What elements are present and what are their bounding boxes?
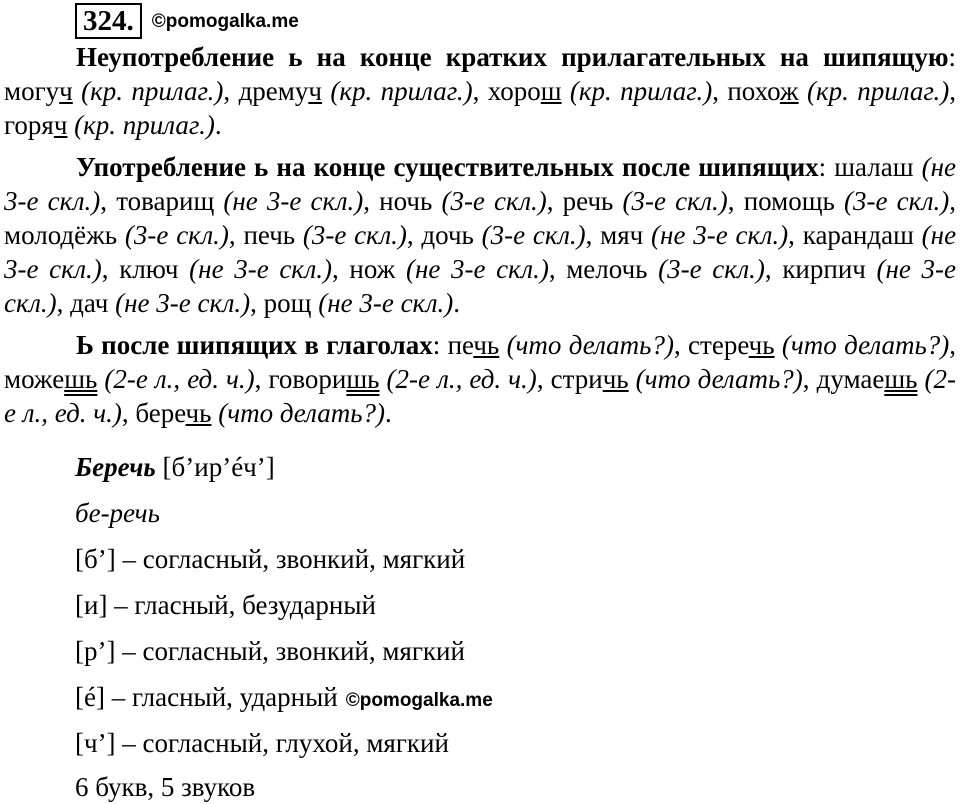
noun-note: (3-е скл.) [613,186,728,216]
note: (2-е л., ед. ч.) [379,364,537,394]
noun-word: молодёжь [4,220,118,250]
separator: , [585,220,601,250]
word: можешь [4,364,98,394]
paragraph-nouns: Употребление ь на конце существительных после шипящих: шалаш (не 3-е скл.), товарищ (не 3-е скл.), ночь (3-е скл.), речь (3-е скл.), помощь (3-е скл.), молодёжь (3-е скл.), печь (3-е скл.), дочь (3-е скл.), мяч (не 3-е скл.), карандаш (не 3-е скл.), ключ (не 3-е скл.), нож (не 3-е скл.), мелочь (3-е скл.), кирпич (не 3-е скл.), дач (не 3-е скл.), рощ (не 3-е скл.). [4,152,957,318]
exercise-header [75,3,299,39]
word: печь [447,330,500,360]
noun-note: (3-е скл.) [834,186,950,216]
noun-note: (не 3-е скл.) [4,220,957,284]
noun-word: рощ [263,288,312,318]
sound-line-2: [и] – гласный, безударный [75,590,376,620]
note: (2-е л., ед. ч.) [4,364,956,428]
separator: , [100,186,117,216]
summary: 6 букв, 5 звуков [75,772,256,802]
paragraph-verbs: Ь после шипящих в глаголах: печь (что делать?), стеречь (что делать?), можешь (2-е л., ед. ч.), говоришь (2-е л., ед. ч.), стричь (что делать?), думаешь (2-е л., ед. ч.), беречь (что делать?). [4,330,957,428]
word: думаешь [816,364,918,394]
p1-title: Неупотребление ь на конце кратких прилагательных на шипящую [76,42,949,72]
noun-word: печь [243,220,296,250]
analysis-word-line [75,450,275,484]
noun-word: ключ [119,254,179,284]
analysis-word: Беречь [75,452,156,482]
note: (что делать?) [499,330,674,360]
noun-word: дочь [421,220,474,250]
noun-word: ночь [379,186,433,216]
note: (что делать?) [628,364,803,394]
sound-line-1: [б’] – согласный, звонкий, мягкий [75,544,466,574]
separator: , [546,186,563,216]
exercise-number: 324. [75,3,142,39]
noun-word: шалаш [834,152,914,182]
p3-title: Ь после шипящих в глаголах [76,330,433,360]
separator: , [406,220,422,250]
separator: , [363,186,380,216]
word: говоришь [268,364,380,394]
paragraph-adjectives: Неупотребление ь на конце кратких прилагательных на шипящую: могуч (кр. прилаг.), дремуч (кр. прилаг.), хорош (кр. прилаг.), похож (кр. прилаг.), горяч (кр. прилаг.). [4,42,956,140]
noun-word: товарищ [116,186,215,216]
separator: , [101,254,120,284]
noun-note: (не 3-е скл.) [311,288,454,318]
separator: , [788,220,803,250]
word: беречь [135,398,212,428]
sound-line-5: [ч’] – согласный, глухой, мягкий [75,728,449,758]
noun-note: (не 3-е скл.) [4,152,956,216]
note: (кр. прилаг.) [321,76,473,106]
note: (2-е л., ед. ч.) [97,364,255,394]
noun-word: нож [349,254,396,284]
noun-note: (не 3-е скл.) [643,220,789,250]
note: (кр. прилаг.) [67,110,215,140]
noun-note: (3-е скл.) [473,220,586,250]
note: (что делать?) [211,398,386,428]
noun-word: дач [70,288,109,318]
noun-word: мелочь [566,254,648,284]
noun-note: (не 3-е скл.) [214,186,364,216]
noun-word: речь [562,186,614,216]
separator: , [727,186,744,216]
noun-note: (не 3-е скл.) [395,254,549,284]
word: дремуч [238,76,322,106]
noun-word: кирпич [782,254,866,284]
word: могуч [4,76,73,106]
noun-note: (3-е скл.) [432,186,547,216]
word: хорош [487,76,562,106]
syllables: бе-речь [75,498,160,528]
noun-note: (3-е скл.) [647,254,765,284]
noun-word: карандаш [802,220,914,250]
noun-word: помощь [743,186,835,216]
word: похож [727,76,799,106]
separator: , [949,186,957,216]
noun-note: (3-е скл.) [117,220,229,250]
watermark-mid: ©pomogalka.me [345,690,493,711]
separator: , [56,288,71,318]
separator: , [764,254,783,284]
sound-line-4: [é] – гласный, ударный [75,682,338,712]
noun-note: (не 3-е скл.) [178,254,332,284]
separator: , [548,254,567,284]
separator: , [228,220,244,250]
word: стеречь [688,330,775,360]
sound-line-3: [р’] – согласный, звонкий, мягкий [75,636,465,666]
p2-title: Употребление ь на конце существительных после шипящих [76,152,819,182]
note: (что делать?) [774,330,950,360]
noun-note: (не 3-е скл.) [4,254,957,318]
note: (кр. прилаг.) [72,76,224,106]
separator: , [332,254,350,284]
noun-word: мяч [600,220,644,250]
noun-note: (3-е скл.) [295,220,407,250]
watermark-top: ©pomogalka.me [151,11,299,32]
word: горяч [4,110,68,140]
note: (кр. прилаг.) [798,76,950,106]
word: стричь [550,364,629,394]
noun-note: (не 3-е скл.) [108,288,251,318]
sound-line-4-row [75,680,493,718]
note: (кр. прилаг.) [561,76,713,106]
separator: , [250,288,264,318]
transcription: [б’ир’éч’] [155,452,275,482]
separator: . [453,288,460,318]
